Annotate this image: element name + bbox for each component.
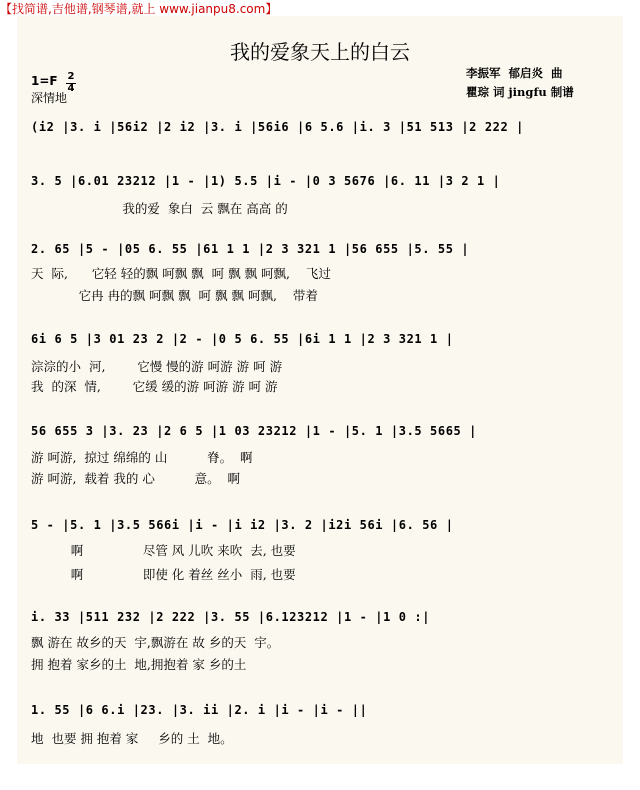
lyric-line: 我 的深 情, 它缓 缓的游 呵游 游 呵 游 <box>31 379 278 394</box>
tempo-expression: 深情地 <box>31 91 68 105</box>
notation-line: 2. 65 |5 - |05 6. 55 |61 1 1 |2 3 321 1 |56 655 |5. 55 | <box>31 242 470 256</box>
lyric-line: 游 呵游, 掠过 绵绵的 山 脊。 啊 <box>31 450 253 465</box>
composer-credit: 李振军 郁启炎 曲 <box>466 66 563 80</box>
lyric-line: 它冉 冉的飘 呵飘 飘 呵 飘 飘 呵飘, 带着 <box>31 288 318 303</box>
site-banner[interactable]: 【找简谱,吉他谱,钢琴谱,就上 www.jianpu8.com】 <box>0 2 278 16</box>
lyric-line: 天 际, 它轻 轻的飘 呵飘 飘 呵 飘 飘 呵飘, 飞过 <box>31 266 331 281</box>
lyricist-credit: 瞿琮 词 jingfu 制谱 <box>466 85 574 99</box>
notation-line: 5 - |5. 1 |3.5 566i |i - |i i2 |3. 2 |i2i 56i |6. 56 | <box>31 518 454 532</box>
key-signature: 1=F <box>31 74 58 88</box>
lyric-line: 飘 游在 故乡的天 宇,飘游在 故 乡的天 宇。 <box>31 635 280 650</box>
notation-line: i. 33 |511 232 |2 222 |3. 55 |6.123212 |1 - |1 0 :| <box>31 610 431 624</box>
lyric-line: 啊 即使 化 着丝 丝小 雨, 也要 <box>31 567 296 582</box>
lyric-line: 游 呵游, 载着 我的 心 意。 啊 <box>31 471 241 486</box>
notation-line: 56 655 3 |3. 23 |2 6 5 |1 03 23212 |1 - |5. 1 |3.5 5665 | <box>31 424 478 438</box>
notation-line: 6i 6 5 |3 01 23 2 |2 - |0 5 6. 55 |6i 1 1 |2 3 321 1 | <box>31 332 454 346</box>
notation-line: 1. 55 |6 6.i |23. |3. ii |2. i |i - |i - || <box>31 703 368 717</box>
notation-line: 3. 5 |6.01 23212 |1 - |1) 5.5 |i - |0 3 5676 |6. 11 |3 2 1 | <box>31 174 501 188</box>
notation-line: (i2 |3. i |56i2 |2 i2 |3. i |56i6 |6 5.6 |i. 3 |51 513 |2 222 | <box>31 120 524 134</box>
lyric-line: 啊 尽管 风 儿吹 来吹 去, 也要 <box>31 543 296 558</box>
time-signature-top: 2 <box>67 71 75 82</box>
song-title: 我的爱象天上的白云 <box>230 40 410 64</box>
lyric-line: 淙淙的小 河, 它慢 慢的游 呵游 游 呵 游 <box>31 359 283 374</box>
time-signature-bottom: 4 <box>67 83 75 94</box>
lyric-line: 我的爱 象白 云 飘在 高高 的 <box>31 201 288 216</box>
lyric-line: 拥 抱着 家乡的土 地,拥抱着 家 乡的土 <box>31 657 247 672</box>
lyric-line: 地 也要 拥 抱着 家 乡的 土 地。 <box>31 731 233 746</box>
